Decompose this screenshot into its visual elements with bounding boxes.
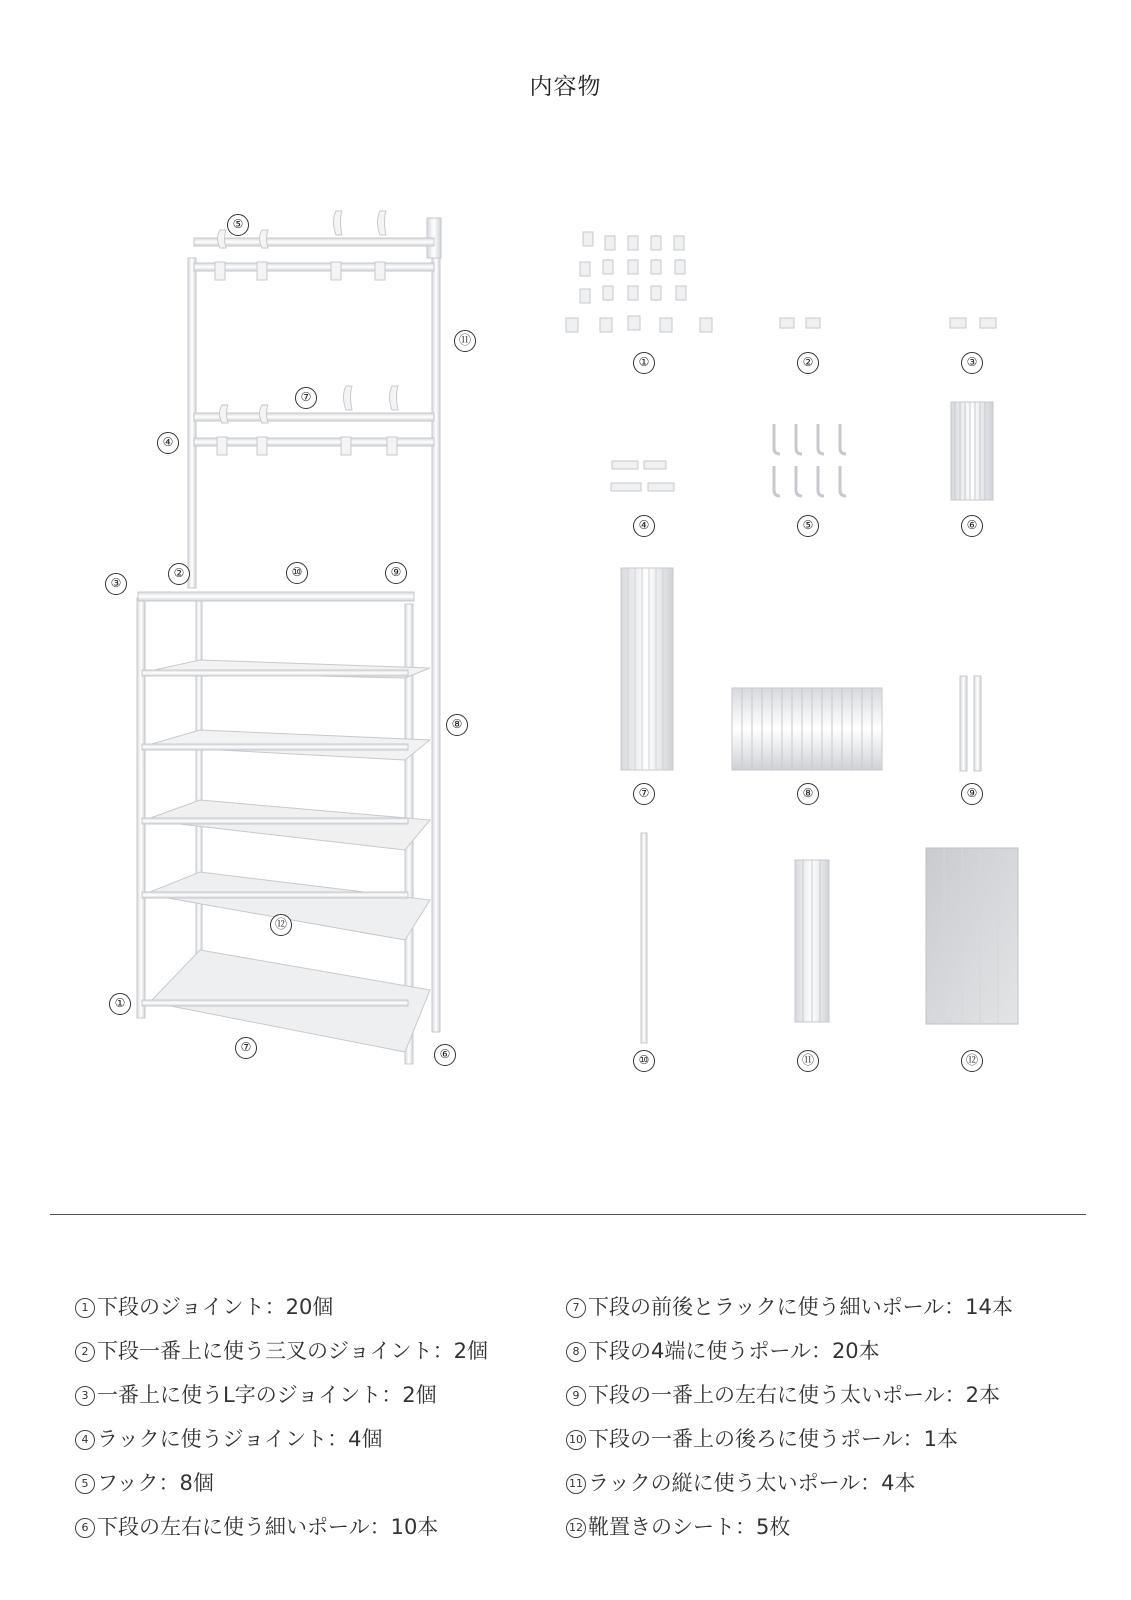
rack-callout-3: ③ <box>105 573 127 595</box>
part-10-back-pole <box>641 833 647 1043</box>
list-item <box>566 1461 1013 1505</box>
item-text: 下段の一番上の後ろに使うポール：1本 <box>588 1427 958 1451</box>
list-item <box>75 1373 488 1417</box>
item-text: 下段の前後とラックに使う細いポール：14本 <box>588 1295 1013 1319</box>
parts-list-left <box>75 1285 488 1549</box>
parts-list-right <box>566 1285 1013 1549</box>
part-1-joints <box>566 232 712 332</box>
rack-callout-11: ⑪ <box>454 330 476 352</box>
item-number: 1 <box>75 1298 95 1318</box>
part-label-2: ② <box>797 352 819 374</box>
item-number: 7 <box>566 1298 586 1318</box>
item-number: 4 <box>75 1430 95 1450</box>
item-text: ラックの縦に使う太いポール：4本 <box>588 1471 916 1495</box>
rack-callout-2: ② <box>168 563 190 585</box>
item-text: 下段一番上に使う三叉のジョイント：2個 <box>97 1339 488 1363</box>
rack-callout-1: ① <box>109 993 131 1015</box>
item-number: 5 <box>75 1474 95 1494</box>
item-text: 下段の4端に使うポール：20本 <box>588 1339 880 1363</box>
part-label-3: ③ <box>961 352 983 374</box>
item-number: 10 <box>566 1430 586 1450</box>
rack-callout-5: ⑤ <box>227 214 249 236</box>
item-text: 靴置きのシート：5枚 <box>588 1515 791 1539</box>
part-label-9: ⑨ <box>961 783 983 805</box>
list-item <box>566 1285 1013 1329</box>
part-label-4: ④ <box>633 515 655 537</box>
list-item <box>566 1329 1013 1373</box>
page-title: 内容物 <box>529 74 602 100</box>
part-label-10: ⑩ <box>633 1050 655 1072</box>
part-label-1: ① <box>633 352 655 374</box>
part-9-thick-poles <box>960 676 981 771</box>
item-number: 6 <box>75 1518 95 1538</box>
assembled-rack <box>137 211 441 1064</box>
rack-callout-7-bottom: ⑦ <box>235 1037 257 1059</box>
item-text: 下段の一番上の左右に使う太いポール：2本 <box>588 1383 1000 1407</box>
list-item <box>75 1285 488 1329</box>
item-text: 下段のジョイント：20個 <box>97 1295 334 1319</box>
item-text: ラックに使うジョイント：4個 <box>97 1427 383 1451</box>
part-4-rack-joints <box>611 461 674 491</box>
list-item <box>75 1329 488 1373</box>
rack-callout-6: ⑥ <box>434 1044 456 1066</box>
item-text: 下段の左右に使う細いポール：10本 <box>97 1515 439 1539</box>
rack-callout-7-top: ⑦ <box>295 387 317 409</box>
part-6-thin-poles <box>951 402 993 500</box>
rack-callout-8: ⑧ <box>446 714 468 736</box>
item-number: 11 <box>566 1474 586 1494</box>
part-label-8: ⑧ <box>797 783 819 805</box>
part-label-6: ⑥ <box>961 515 983 537</box>
item-number: 12 <box>566 1518 586 1538</box>
part-2-three-way-joints <box>780 318 820 328</box>
item-number: 2 <box>75 1342 95 1362</box>
part-8-short-poles <box>732 688 882 770</box>
part-label-12: ⑫ <box>961 1050 983 1072</box>
rack-callout-9: ⑨ <box>385 562 407 584</box>
part-label-7: ⑦ <box>633 783 655 805</box>
part-7-long-thin-poles <box>621 568 673 770</box>
item-number: 3 <box>75 1386 95 1406</box>
list-item <box>75 1461 488 1505</box>
item-number: 9 <box>566 1386 586 1406</box>
list-item <box>75 1505 488 1549</box>
list-item <box>566 1373 1013 1417</box>
item-text: 一番上に使うL字のジョイント：2個 <box>97 1383 437 1407</box>
part-11-vertical-thick-poles <box>795 860 829 1022</box>
item-text: フック：8個 <box>97 1471 214 1495</box>
part-label-11: ⑪ <box>797 1050 819 1072</box>
part-5-hooks <box>774 424 846 496</box>
section-divider <box>50 1214 1086 1215</box>
list-item <box>566 1505 1013 1549</box>
list-item <box>566 1417 1013 1461</box>
list-item <box>75 1417 488 1461</box>
part-3-l-joints <box>950 318 996 328</box>
rack-callout-10: ⑩ <box>286 562 308 584</box>
rack-callout-4: ④ <box>157 432 179 454</box>
rack-callout-12: ⑫ <box>270 914 292 936</box>
part-label-5: ⑤ <box>797 515 819 537</box>
part-12-shelf-sheets <box>926 848 1018 1024</box>
item-number: 8 <box>566 1342 586 1362</box>
